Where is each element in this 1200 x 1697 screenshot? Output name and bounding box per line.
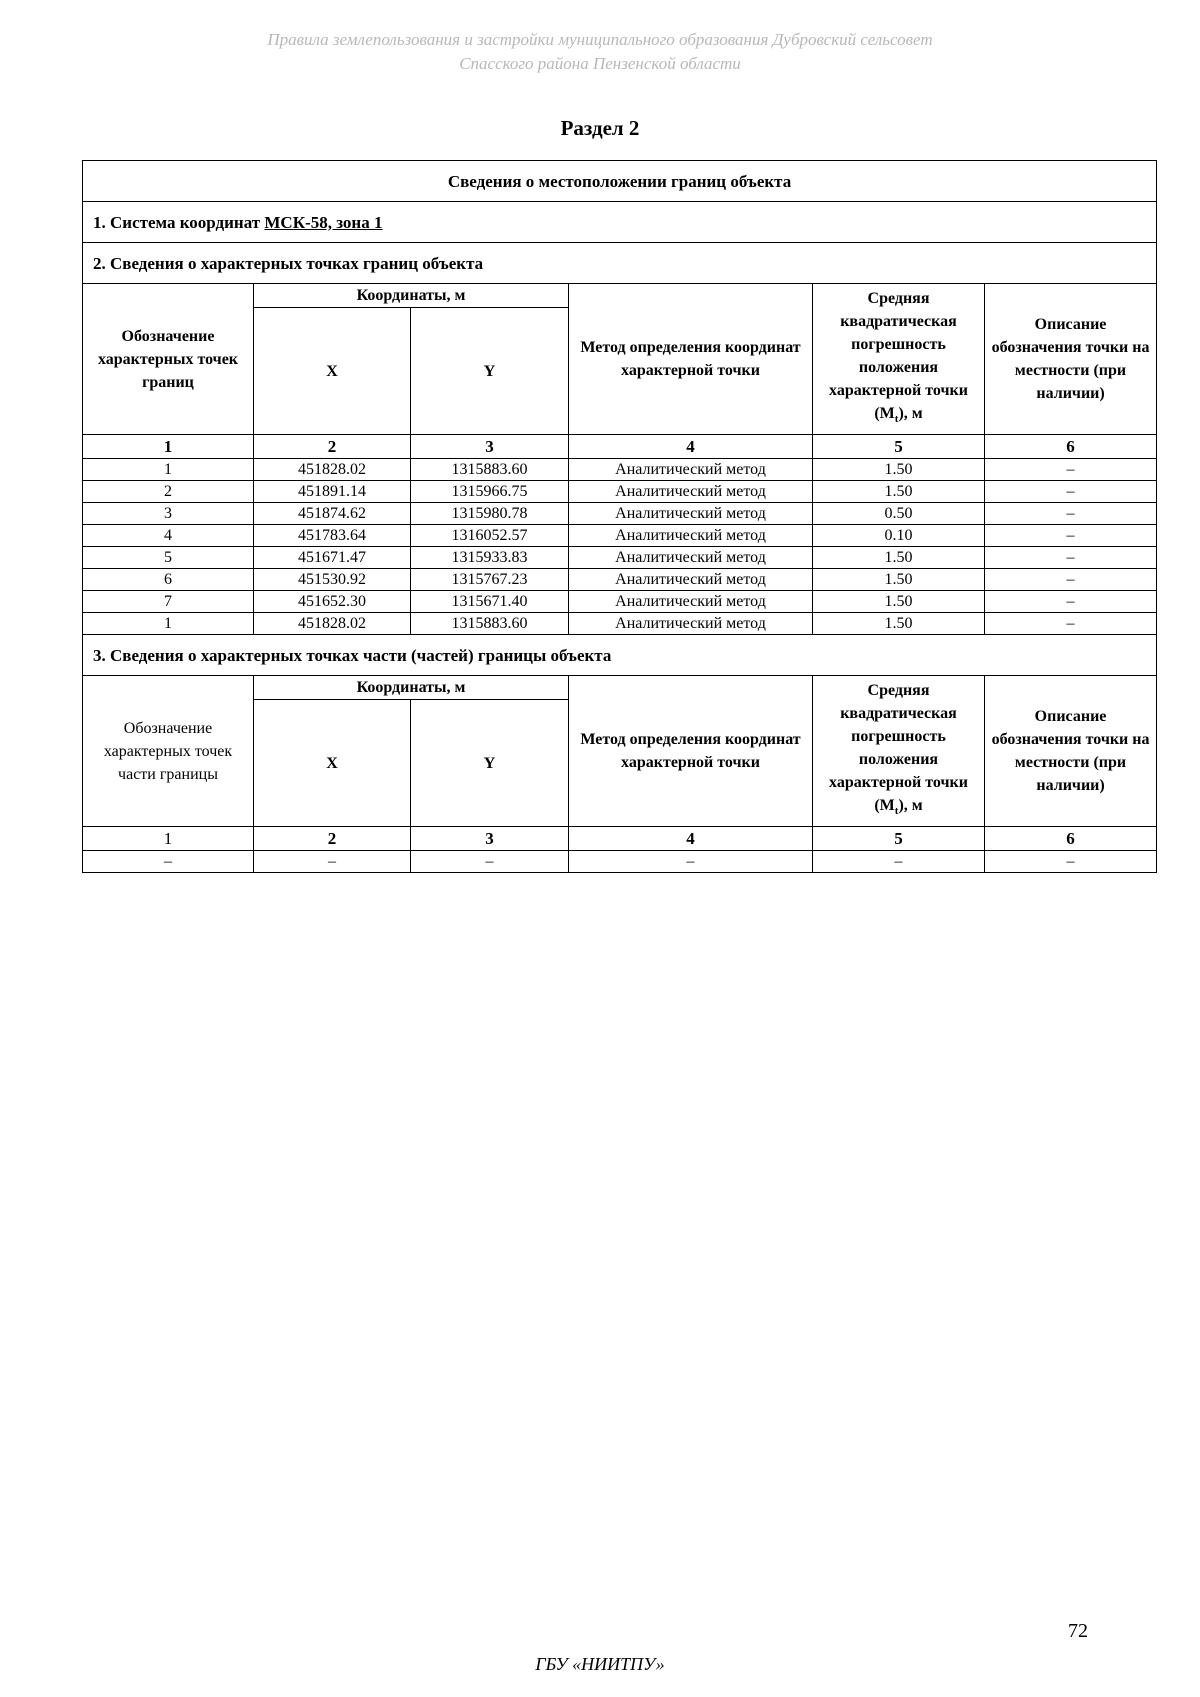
header-method: Метод определения координат характерной точки [569,676,813,827]
cell-description: – [985,525,1157,547]
cell-method: – [569,851,813,873]
cell-description: – [985,851,1157,873]
cell-y: 1315966.75 [411,481,569,503]
column-number: 1 [83,435,254,459]
cell-point: – [83,851,254,873]
header-coordinates: Координаты, м [254,284,569,308]
column-number: 4 [569,827,813,851]
cell-y: 1316052.57 [411,525,569,547]
cell-method: Аналитический метод [569,459,813,481]
cell-x: 451783.64 [254,525,411,547]
cell-method: Аналитический метод [569,547,813,569]
cell-x: 451530.92 [254,569,411,591]
cell-method: Аналитический метод [569,525,813,547]
column-number: 2 [254,827,411,851]
cell-error: – [813,851,985,873]
cell-x: 451828.02 [254,613,411,635]
cell-x: 451652.30 [254,591,411,613]
cell-point: 6 [83,569,254,591]
cell-error: 1.50 [813,591,985,613]
cell-error: 1.50 [813,481,985,503]
coord-system-value: МСК-58, зона 1 [264,212,383,232]
table-rows [83,459,1157,635]
header-x: X [254,308,411,435]
header-description: Описание обозначения точки на местности (при наличии) [985,284,1157,435]
footer: ГБУ «НИИТПУ» [535,1654,665,1674]
table-row [83,547,1157,569]
header-description: Описание обозначения точки на местности (при наличии) [985,676,1157,827]
part-table-rows [83,851,1157,873]
column-number: 6 [985,435,1157,459]
cell-error: 0.10 [813,525,985,547]
cell-description: – [985,547,1157,569]
cell-error: 1.50 [813,569,985,591]
cell-point: 5 [83,547,254,569]
cell-point: 7 [83,591,254,613]
cell-x: 451671.47 [254,547,411,569]
cell-description: – [985,459,1157,481]
header-y: Y [411,308,569,435]
cell-x: – [254,851,411,873]
column-number: 6 [985,827,1157,851]
column-number: 3 [411,827,569,851]
table-row [83,851,1157,873]
header-y: Y [411,700,569,827]
cell-y: 1315767.23 [411,569,569,591]
header-x: X [254,700,411,827]
cell-y: – [411,851,569,873]
cell-y: 1315883.60 [411,613,569,635]
cell-error: 1.50 [813,547,985,569]
section3-title: 3. Сведения о характерных точках части (частей) границы объекта [83,635,1157,676]
cell-point: 1 [83,459,254,481]
column-number: 1 [83,827,254,851]
table-row [83,569,1157,591]
column-number: 3 [411,435,569,459]
cell-description: – [985,503,1157,525]
header-designation-part: Обозначение характерных точек части границы [83,676,254,827]
table-row [83,503,1157,525]
cell-y: 1315883.60 [411,459,569,481]
header-designation: Обозначение характерных точек границ [83,284,254,435]
table-row [83,613,1157,635]
page-number: 72 [1068,1620,1088,1642]
coord-system-row [83,202,1157,243]
cell-method: Аналитический метод [569,481,813,503]
cell-method: Аналитический метод [569,591,813,613]
cell-method: Аналитический метод [569,503,813,525]
cell-description: – [985,481,1157,503]
table-row [83,525,1157,547]
header-coordinates: Координаты, м [254,676,569,700]
header-method: Метод определения координат характерной точки [569,284,813,435]
cell-point: 2 [83,481,254,503]
table-row [83,481,1157,503]
column-number: 2 [254,435,411,459]
cell-x: 451891.14 [254,481,411,503]
cell-y: 1315671.40 [411,591,569,613]
cell-error: 1.50 [813,459,985,481]
cell-point: 1 [83,613,254,635]
header-error: Средняя квадратическая погрешность положения характерной точки $(M_t)$, м [813,284,985,435]
section-title: Раздел 2 [560,116,640,140]
column-number: 5 [813,435,985,459]
cell-point: 3 [83,503,254,525]
cell-error: 1.50 [813,613,985,635]
boundary-points-table [82,160,1157,873]
running-header [0,28,1200,76]
table-row [83,591,1157,613]
header-error: Средняя квадратическая погрешность положения характерной точки $(M_t)$, м [813,676,985,827]
cell-error: 0.50 [813,503,985,525]
cell-description: – [985,569,1157,591]
column-number: 5 [813,827,985,851]
cell-description: – [985,591,1157,613]
section2-title: 2. Сведения о характерных точках границ объекта [83,243,1157,284]
table-row [83,459,1157,481]
cell-x: 451874.62 [254,503,411,525]
cell-point: 4 [83,525,254,547]
cell-x: 451828.02 [254,459,411,481]
cell-method: Аналитический метод [569,569,813,591]
cell-y: 1315933.83 [411,547,569,569]
coord-system-label: 1. Система координат [93,212,265,232]
column-number: 4 [569,435,813,459]
running-header-line2: Спасского района Пензенской области [459,54,741,73]
cell-description: – [985,613,1157,635]
table-caption: Сведения о местоположении границ объекта [83,161,1157,202]
cell-method: Аналитический метод [569,613,813,635]
cell-y: 1315980.78 [411,503,569,525]
running-header-line1: Правила землепользования и застройки муниципального образования Дубровский сельсовет [267,30,933,49]
